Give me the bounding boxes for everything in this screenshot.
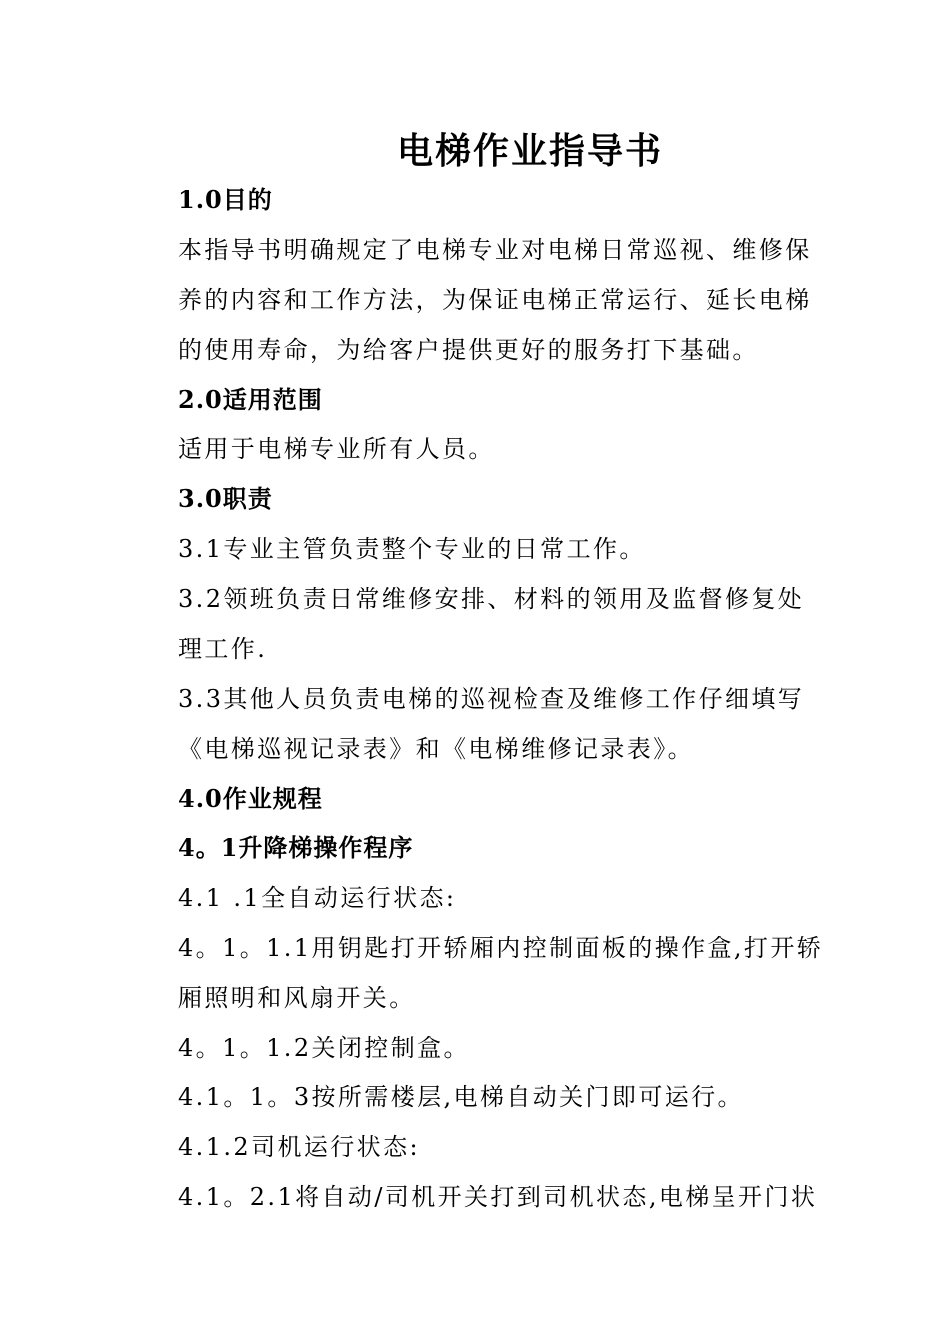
procedure-item: 4.1 .1全自动运行状态: (178, 884, 457, 912)
purpose-paragraph-line: 本指导书明确规定了电梯专业对电梯日常巡视、维修保 (178, 236, 812, 264)
document-title: 电梯作业指导书 (396, 130, 663, 172)
procedure-item: 4.1。2.1将自动/司机开关打到司机状态,电梯呈开门状 (178, 1183, 818, 1211)
section-heading-scope: 2.0适用范围 (178, 385, 323, 414)
section-heading-responsibilities: 3.0职责 (178, 484, 273, 513)
subsection-heading-elevator-operation: 4。1升降梯操作程序 (178, 833, 414, 862)
responsibility-item: 3.3其他人员负责电梯的巡视检查及维修工作仔细填写 (178, 685, 805, 713)
procedure-item: 4。1。1.2关闭控制盒。 (178, 1034, 470, 1062)
section-heading-procedures: 4.0作业规程 (178, 784, 323, 813)
purpose-paragraph-line: 的使用寿命，为给客户提供更好的服务打下基础。 (178, 336, 759, 364)
procedure-item: 4.1。1。3按所需楼层,电梯自动关门即可运行。 (178, 1083, 744, 1111)
procedure-item-continuation: 厢照明和风扇开关。 (178, 984, 416, 1012)
responsibility-item: 3.2领班负责日常维修安排、材料的领用及监督修复处 (178, 585, 805, 613)
responsibility-item: 3.1专业主管负责整个专业的日常工作。 (178, 535, 646, 563)
section-heading-purpose: 1.0目的 (178, 185, 273, 214)
purpose-paragraph-line: 养的内容和工作方法，为保证电梯正常运行、延长电梯 (178, 286, 812, 314)
responsibility-item-continuation: 理工作. (178, 635, 268, 663)
responsibility-item-continuation: 《电梯巡视记录表》和《电梯维修记录表》。 (178, 735, 694, 763)
scope-paragraph-line: 适用于电梯专业所有人员。 (178, 435, 495, 463)
procedure-item: 4。1。1.1用钥匙打开轿厢内控制面板的操作盒,打开轿 (178, 934, 824, 962)
procedure-item: 4.1.2司机运行状态: (178, 1133, 420, 1161)
